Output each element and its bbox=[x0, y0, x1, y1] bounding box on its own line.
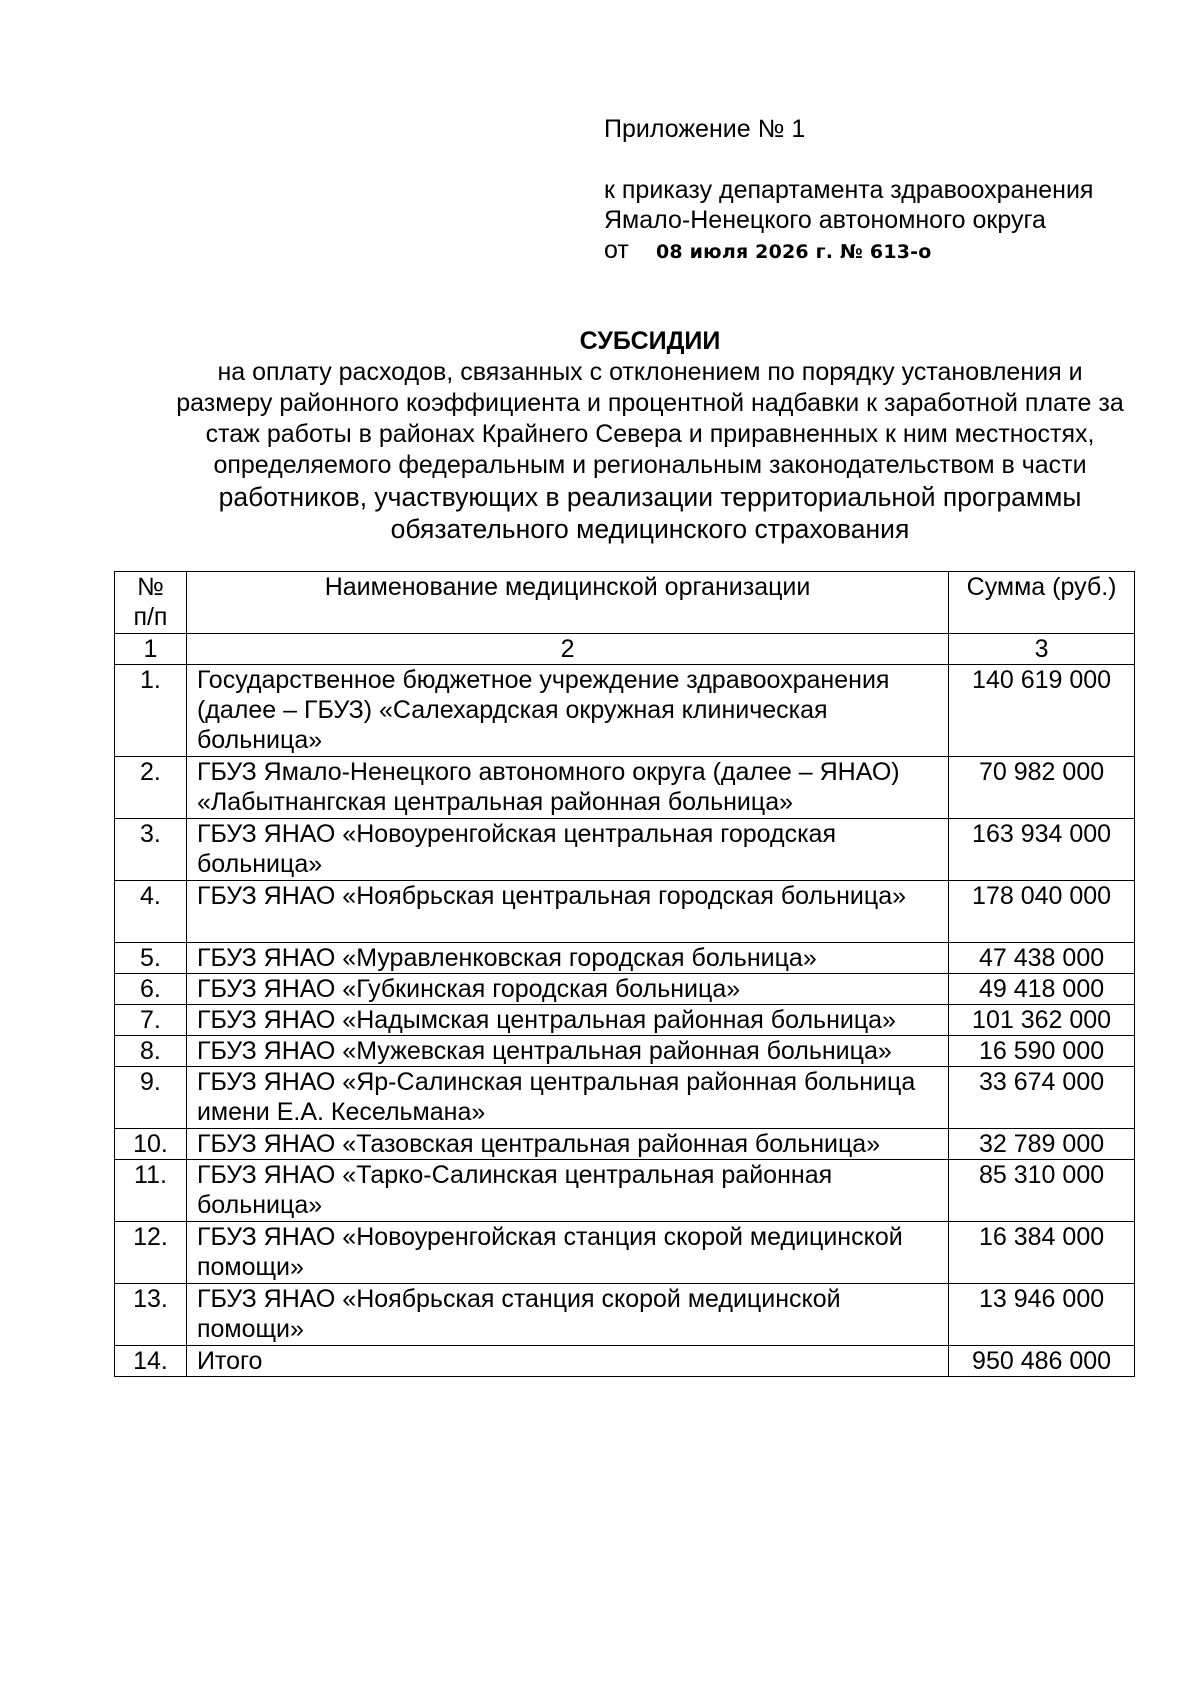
organization-name: ГБУЗ ЯНАО «Муравленковская городская больница» bbox=[186, 943, 948, 974]
table-row bbox=[115, 1036, 1135, 1067]
document-subtitle bbox=[100, 357, 1200, 545]
order-date-row bbox=[604, 235, 1093, 267]
table-row bbox=[115, 757, 1135, 819]
subtitle-line: стаж работы в районах Крайнего Севера и приравненных к ним местностях, bbox=[205, 420, 1095, 448]
amount: 32 789 000 bbox=[949, 1129, 1135, 1160]
column-number-row bbox=[115, 634, 1135, 665]
row-number: 5. bbox=[115, 943, 187, 974]
document-title: СУБСИДИИ bbox=[579, 327, 721, 355]
header-amount: Сумма (руб.) bbox=[949, 572, 1135, 634]
order-reference-line2: Ямало-Ненецкого автономного округа bbox=[604, 206, 1046, 234]
amount: 47 438 000 bbox=[949, 943, 1135, 974]
row-number: 8. bbox=[115, 1036, 187, 1067]
table-row bbox=[115, 1005, 1135, 1036]
table-row bbox=[115, 943, 1135, 974]
amount: 16 590 000 bbox=[949, 1036, 1135, 1067]
amount: 49 418 000 bbox=[949, 974, 1135, 1005]
subsidies-table bbox=[114, 571, 1135, 1377]
organization-name: ГБУЗ ЯНАО «Губкинская городская больница» bbox=[186, 974, 948, 1005]
table-row bbox=[115, 974, 1135, 1005]
subtitle-line: размеру районного коэффициента и процентной надбавки к заработной плате за bbox=[176, 389, 1124, 417]
header-number: № п/п bbox=[115, 572, 187, 634]
column-number: 2 bbox=[186, 634, 948, 665]
amount: 140 619 000 bbox=[949, 665, 1135, 757]
organization-name: Государственное бюджетное учреждение здравоохранения (далее – ГБУЗ) «Салехардская окружная клиническая больница» bbox=[186, 665, 948, 757]
amount: 101 362 000 bbox=[949, 1005, 1135, 1036]
total-amount: 950 486 000 bbox=[949, 1346, 1135, 1377]
row-number: 7. bbox=[115, 1005, 187, 1036]
row-number: 13. bbox=[115, 1284, 187, 1346]
column-number: 3 bbox=[949, 634, 1135, 665]
table-row-total bbox=[115, 1346, 1135, 1377]
row-number: 3. bbox=[115, 819, 187, 881]
amount: 13 946 000 bbox=[949, 1284, 1135, 1346]
order-date-value: 08 июля 2026 г. № 613-о bbox=[656, 241, 932, 263]
table-row bbox=[115, 1284, 1135, 1346]
organization-name: ГБУЗ ЯНАО «Яр-Салинская центральная районная больница имени Е.А. Кесельмана» bbox=[186, 1067, 948, 1129]
row-number: 10. bbox=[115, 1129, 187, 1160]
row-number: 6. bbox=[115, 974, 187, 1005]
subtitle-line: определяемого федеральным и региональным законодательством в части bbox=[213, 451, 1087, 479]
table-row bbox=[115, 1067, 1135, 1129]
organization-name: ГБУЗ ЯНАО «Тарко-Салинская центральная районная больница» bbox=[186, 1160, 948, 1222]
table-row bbox=[115, 1222, 1135, 1284]
subtitle-line: работников, участвующих в реализации территориальной программы bbox=[218, 482, 1082, 512]
organization-name: ГБУЗ ЯНАО «Ноябрьская центральная городская больница» bbox=[186, 881, 948, 943]
organization-name: ГБУЗ ЯНАО «Надымская центральная районная больница» bbox=[186, 1005, 948, 1036]
total-label: Итого bbox=[186, 1346, 948, 1377]
table-row bbox=[115, 819, 1135, 881]
organization-name: ГБУЗ ЯНАО «Тазовская центральная районная больница» bbox=[186, 1129, 948, 1160]
subtitle-line: обязательного медицинского страхования bbox=[390, 514, 910, 544]
organization-name: ГБУЗ ЯНАО «Ноябрьская станция скорой медицинской помощи» bbox=[186, 1284, 948, 1346]
organization-name: ГБУЗ ЯНАО «Мужевская центральная районная больница» bbox=[186, 1036, 948, 1067]
organization-name: ГБУЗ Ямало-Ненецкого автономного округа (далее – ЯНАО) «Лабытнангская центральная районная больница» bbox=[186, 757, 948, 819]
row-number: 4. bbox=[115, 881, 187, 943]
amount: 33 674 000 bbox=[949, 1067, 1135, 1129]
row-number: 2. bbox=[115, 757, 187, 819]
row-number: 9. bbox=[115, 1067, 187, 1129]
amount: 178 040 000 bbox=[949, 881, 1135, 943]
table-row bbox=[115, 881, 1135, 943]
column-number: 1 bbox=[115, 634, 187, 665]
organization-name: ГБУЗ ЯНАО «Новоуренгойская станция скорой медицинской помощи» bbox=[186, 1222, 948, 1284]
row-number: 1. bbox=[115, 665, 187, 757]
organization-name: ГБУЗ ЯНАО «Новоуренгойская центральная городская больница» bbox=[186, 819, 948, 881]
amount: 70 982 000 bbox=[949, 757, 1135, 819]
amount: 16 384 000 bbox=[949, 1222, 1135, 1284]
row-number: 11. bbox=[115, 1160, 187, 1222]
subtitle-line: на оплату расходов, связанных с отклонением по порядку установления и bbox=[217, 358, 1083, 386]
order-reference-line1: к приказу департамента здравоохранения bbox=[604, 176, 1094, 204]
order-date-prefix: от bbox=[604, 236, 629, 264]
appendix-block bbox=[604, 114, 1093, 267]
table-row bbox=[115, 1129, 1135, 1160]
table-row bbox=[115, 1160, 1135, 1222]
document-heading bbox=[100, 325, 1200, 545]
amount: 163 934 000 bbox=[949, 819, 1135, 881]
table-row bbox=[115, 665, 1135, 757]
amount: 85 310 000 bbox=[949, 1160, 1135, 1222]
table-header-row bbox=[115, 572, 1135, 634]
row-number: 12. bbox=[115, 1222, 187, 1284]
header-organization-name: Наименование медицинской организации bbox=[186, 572, 948, 634]
appendix-label: Приложение № 1 bbox=[604, 115, 806, 143]
row-number: 14. bbox=[115, 1346, 187, 1377]
